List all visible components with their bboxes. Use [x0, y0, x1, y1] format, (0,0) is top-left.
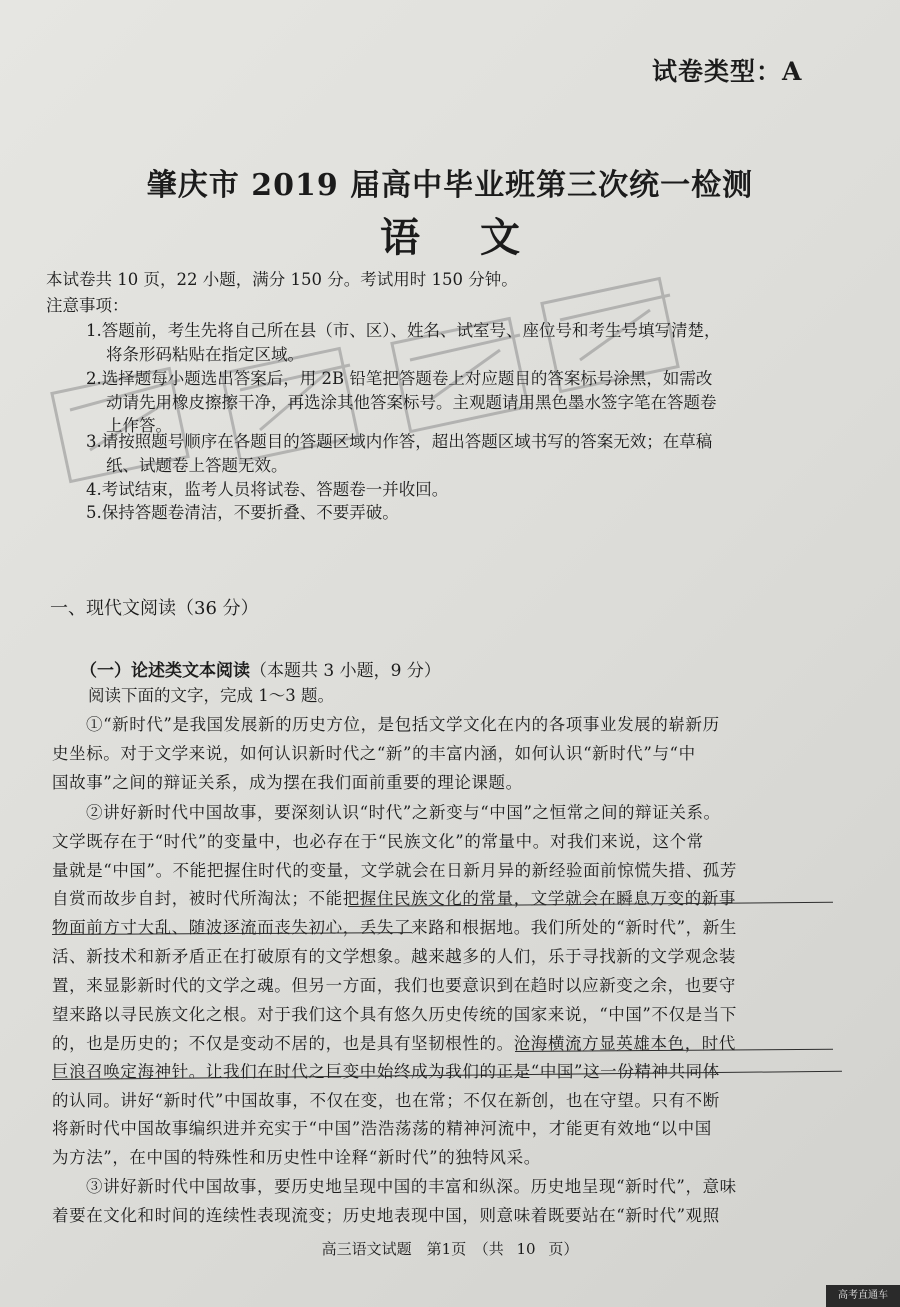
watermark-brand-badge: 高考直通车 — [826, 1285, 900, 1307]
passage-line: 的，也是历史的；不仅是变动不居的，也是具有坚韧根性的。沧海横流方显英雄本色，时代 — [52, 1034, 736, 1053]
page-footer: 高三语文试题 第1页 （共 10 页） — [321, 1240, 579, 1258]
passage-line: 活、新技术和新矛盾正在打破原有的文学想象。越来越多的人们，乐于寻找新的文学观念装 — [52, 947, 736, 966]
note-line: 纸、试题卷上答题无效。 — [106, 456, 288, 475]
passage-line: 国故事”之间的辩证关系，成为摆在我们面前重要的理论课题。 — [52, 773, 523, 792]
section-heading: 一、现代文阅读（36 分） — [50, 598, 259, 619]
note-line: 将条形码粘贴在指定区域。 — [106, 345, 304, 364]
passage-line: 的认同。讲好“新时代”中国故事，不仅在变，也在常；不仅在新创，也在守望。只有不断 — [52, 1091, 720, 1110]
note-line: 1.答题前，考生先将自己所在县（市、区）、姓名、试室号、座位号和考生号填写清楚， — [86, 321, 721, 340]
note-line: 5.保持答题卷清洁，不要折叠、不要弄破。 — [86, 503, 399, 522]
subject-title: 语文 — [380, 214, 580, 261]
notes-heading: 注意事项： — [46, 296, 129, 315]
passage-line: 将新时代中国故事编织进并充实于“中国”浩浩荡荡的精神河流中，才能更有效地“以中国 — [52, 1119, 712, 1138]
paper-type-label: 试卷类型：A — [652, 57, 803, 86]
passage-line: ②讲好新时代中国故事，要深刻认识“时代”之新变与“中国”之恒常之间的辩证关系。 — [86, 803, 721, 822]
note-line: 3.请按照题号顺序在各题目的答题区域内作答，超出答题区域书写的答案无效；在草稿 — [86, 432, 713, 451]
passage-line: 置，来显影新时代的文学之魂。但另一方面，我们也要意识到在趋时以应新变之余，也要守 — [52, 976, 736, 995]
passage-line: 自赏而故步自封，被时代所淘汰；不能把握住民族文化的常量，文学就会在瞬息万变的新事 — [52, 889, 736, 908]
passage-line: 量就是“中国”。不能把握住时代的变量，文学就会在日新月异的新经验面前惊慌失措、孤芳 — [52, 861, 737, 880]
subsection-detail: （本题共 3 小题，9 分） — [250, 661, 441, 681]
passage-line: 物面前方寸大乱、随波逐流而丧失初心，丢失了来路和根据地。我们所处的“新时代”，新生 — [52, 918, 737, 937]
note-line: 动请先用橡皮擦擦干净，再选涂其他答案标号。主观题请用黑色墨水签字笔在答题卷 — [106, 393, 717, 412]
exam-title: 肇庆市 2019 届高中毕业班第三次统一检测 — [146, 168, 754, 203]
reading-instruction: 阅读下面的文字，完成 1～3 题。 — [88, 686, 334, 705]
subsection-label: （一）论述类文本阅读 — [80, 661, 250, 681]
note-line: 4.考试结束，监考人员将试卷、答题卷一并收回。 — [86, 480, 449, 499]
note-line: 2.选择题每小题选出答案后，用 2B 铅笔把答题卷上对应题目的答案标号涂黑，如需改 — [86, 369, 713, 388]
note-line: 上作答。 — [106, 416, 172, 435]
exam-instructions: 本试卷共 10 页，22 小题，满分 150 分。考试用时 150 分钟。 — [46, 270, 518, 289]
passage-line: ①“新时代”是我国发展新的历史方位，是包括文学文化在内的各项事业发展的崭新历 — [86, 715, 720, 734]
subsection-heading — [80, 656, 441, 681]
passage-line: 着要在文化和时间的连续性表现流变；历史地表现中国，则意味着既要站在“新时代”观照 — [52, 1206, 720, 1225]
passage-line: ③讲好新时代中国故事，要历史地呈现中国的丰富和纵深。历史地呈现“新时代”，意味 — [86, 1177, 737, 1196]
passage-line: 望来路以寻民族文化之根。对于我们这个具有悠久历史传统的国家来说，“中国”不仅是当下 — [52, 1005, 737, 1024]
passage-line: 史坐标。对于文学来说，如何认识新时代之“新”的丰富内涵，如何认识“新时代”与“中 — [52, 744, 696, 763]
passage-line: 为方法”，在中国的特殊性和历史性中诠释“新时代”的独特风采。 — [52, 1148, 541, 1167]
passage-line: 文学既存在于“时代”的变量中，也必存在于“民族文化”的常量中。对我们来说，这个常 — [52, 832, 704, 851]
passage-line: 巨浪召唤定海神针。让我们在时代之巨变中始终成为我们的正是“中国”这一份精神共同体 — [52, 1062, 720, 1081]
